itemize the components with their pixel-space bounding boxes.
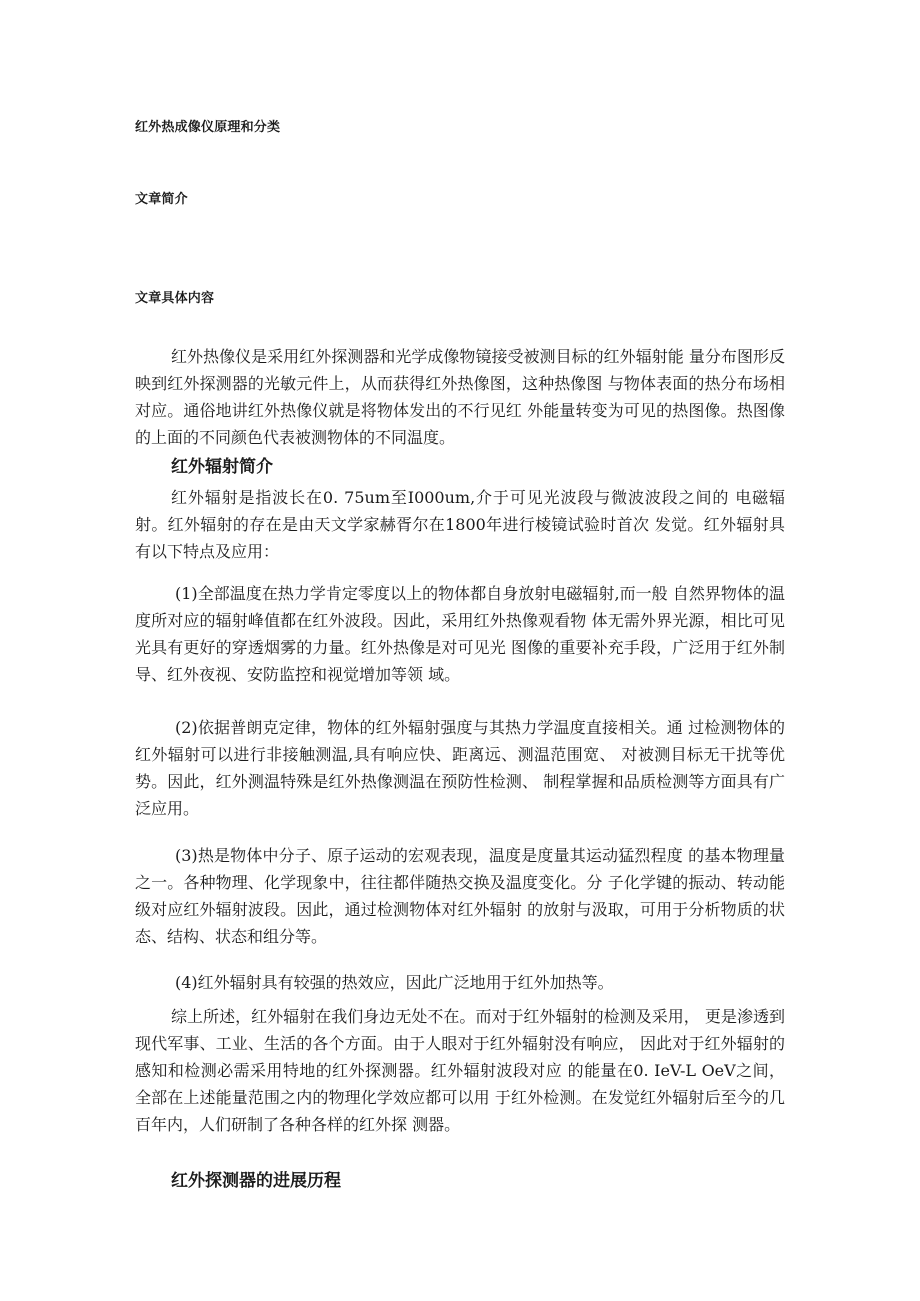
paragraph-thermal-imager: 红外热像仪是采用红外探测器和光学成像物镜接受被测目标的红外辐射能 量分布图形反映到红外探测器的光敏元件上，从而获得红外热像图，这种热像图 与物体表面的热分布场相对应。通俗地讲红外热像仪就是将物体发出的不行见红 外能量转变为可见的热图像。热图像的上面的不同颜色代表被测物体的不同温度。 [135,347,785,447]
paragraph-infrared-definition: 红外辐射是指波长在0. 75um至I000um,介于可见光波段与微波波段之间的 电磁辐射。红外辐射的存在是由天文学家赫胥尔在1800年进行棱镜试验时首次 发觉。红外辐射具有以下特点及应用： [135,488,785,561]
content-label: 文章具体内容 [135,291,215,306]
intro-label: 文章简介 [135,192,188,207]
paragraph-feature-1: (1)全部温度在热力学肯定零度以上的物体都自身放射电磁辐射,而一般 自然界物体的温度所对应的辐射峰值都在红外波段。因此，采用红外热像观看物 体无需外界光源，相比可见光具有更好的穿透烟雾的力量。红外热像是对可见光 图像的重要补充手段，广泛用于红外制导、红外夜视、安防监控和视觉增加等领 域。 [135,584,785,684]
section-heading-infrared-radiation: 红外辐射简介 [171,457,273,477]
paragraph-feature-2: (2)依据普朗克定律，物体的红外辐射强度与其热力学温度直接相关。通 过检测物体的红外辐射可以进行非接触测温,具有响应快、距离远、测温范围宽、 对被测目标无干扰等优势。因此，红外测温特殊是红外热像测温在预防性检测、 制程掌握和品质检测等方面具有广泛应用。 [135,718,785,818]
document-title: 红外热成像仪原理和分类 [135,120,281,135]
paragraph-feature-3: (3)热是物体中分子、原子运动的宏观表现，温度是度量其运动猛烈程度 的基本物理量之一。各种物理、化学现象中，往往都伴随热交换及温度变化。分 子化学键的振动、转动能级对应红外辐射波段。因此，通过检测物体对红外辐射 的放射与汲取，可用于分析物质的状态、结构、状态和组分等。 [135,846,785,946]
paragraph-feature-4: (4)红外辐射具有较强的热效应，因此广泛地用于红外加热等。 [175,973,614,992]
paragraph-summary: 综上所述，红外辐射在我们身边无处不在。而对于红外辐射的检测及采用， 更是渗透到现代军事、工业、生活的各个方面。由于人眼对于红外辐射没有响应， 因此对于红外辐射的感知和检测必需采用特地的红外探测器。红外辐射波段对应 的能量在0. IeV-L OeV之间，全部在上述能量范围之内的物理化学效应都可以用 于红外检测。在发觉红外辐射后至今的几百年内，人们研制了各种各样的红外探 测器。 [135,1007,785,1134]
section-heading-detector-history: 红外探测器的进展历程 [171,1171,341,1191]
